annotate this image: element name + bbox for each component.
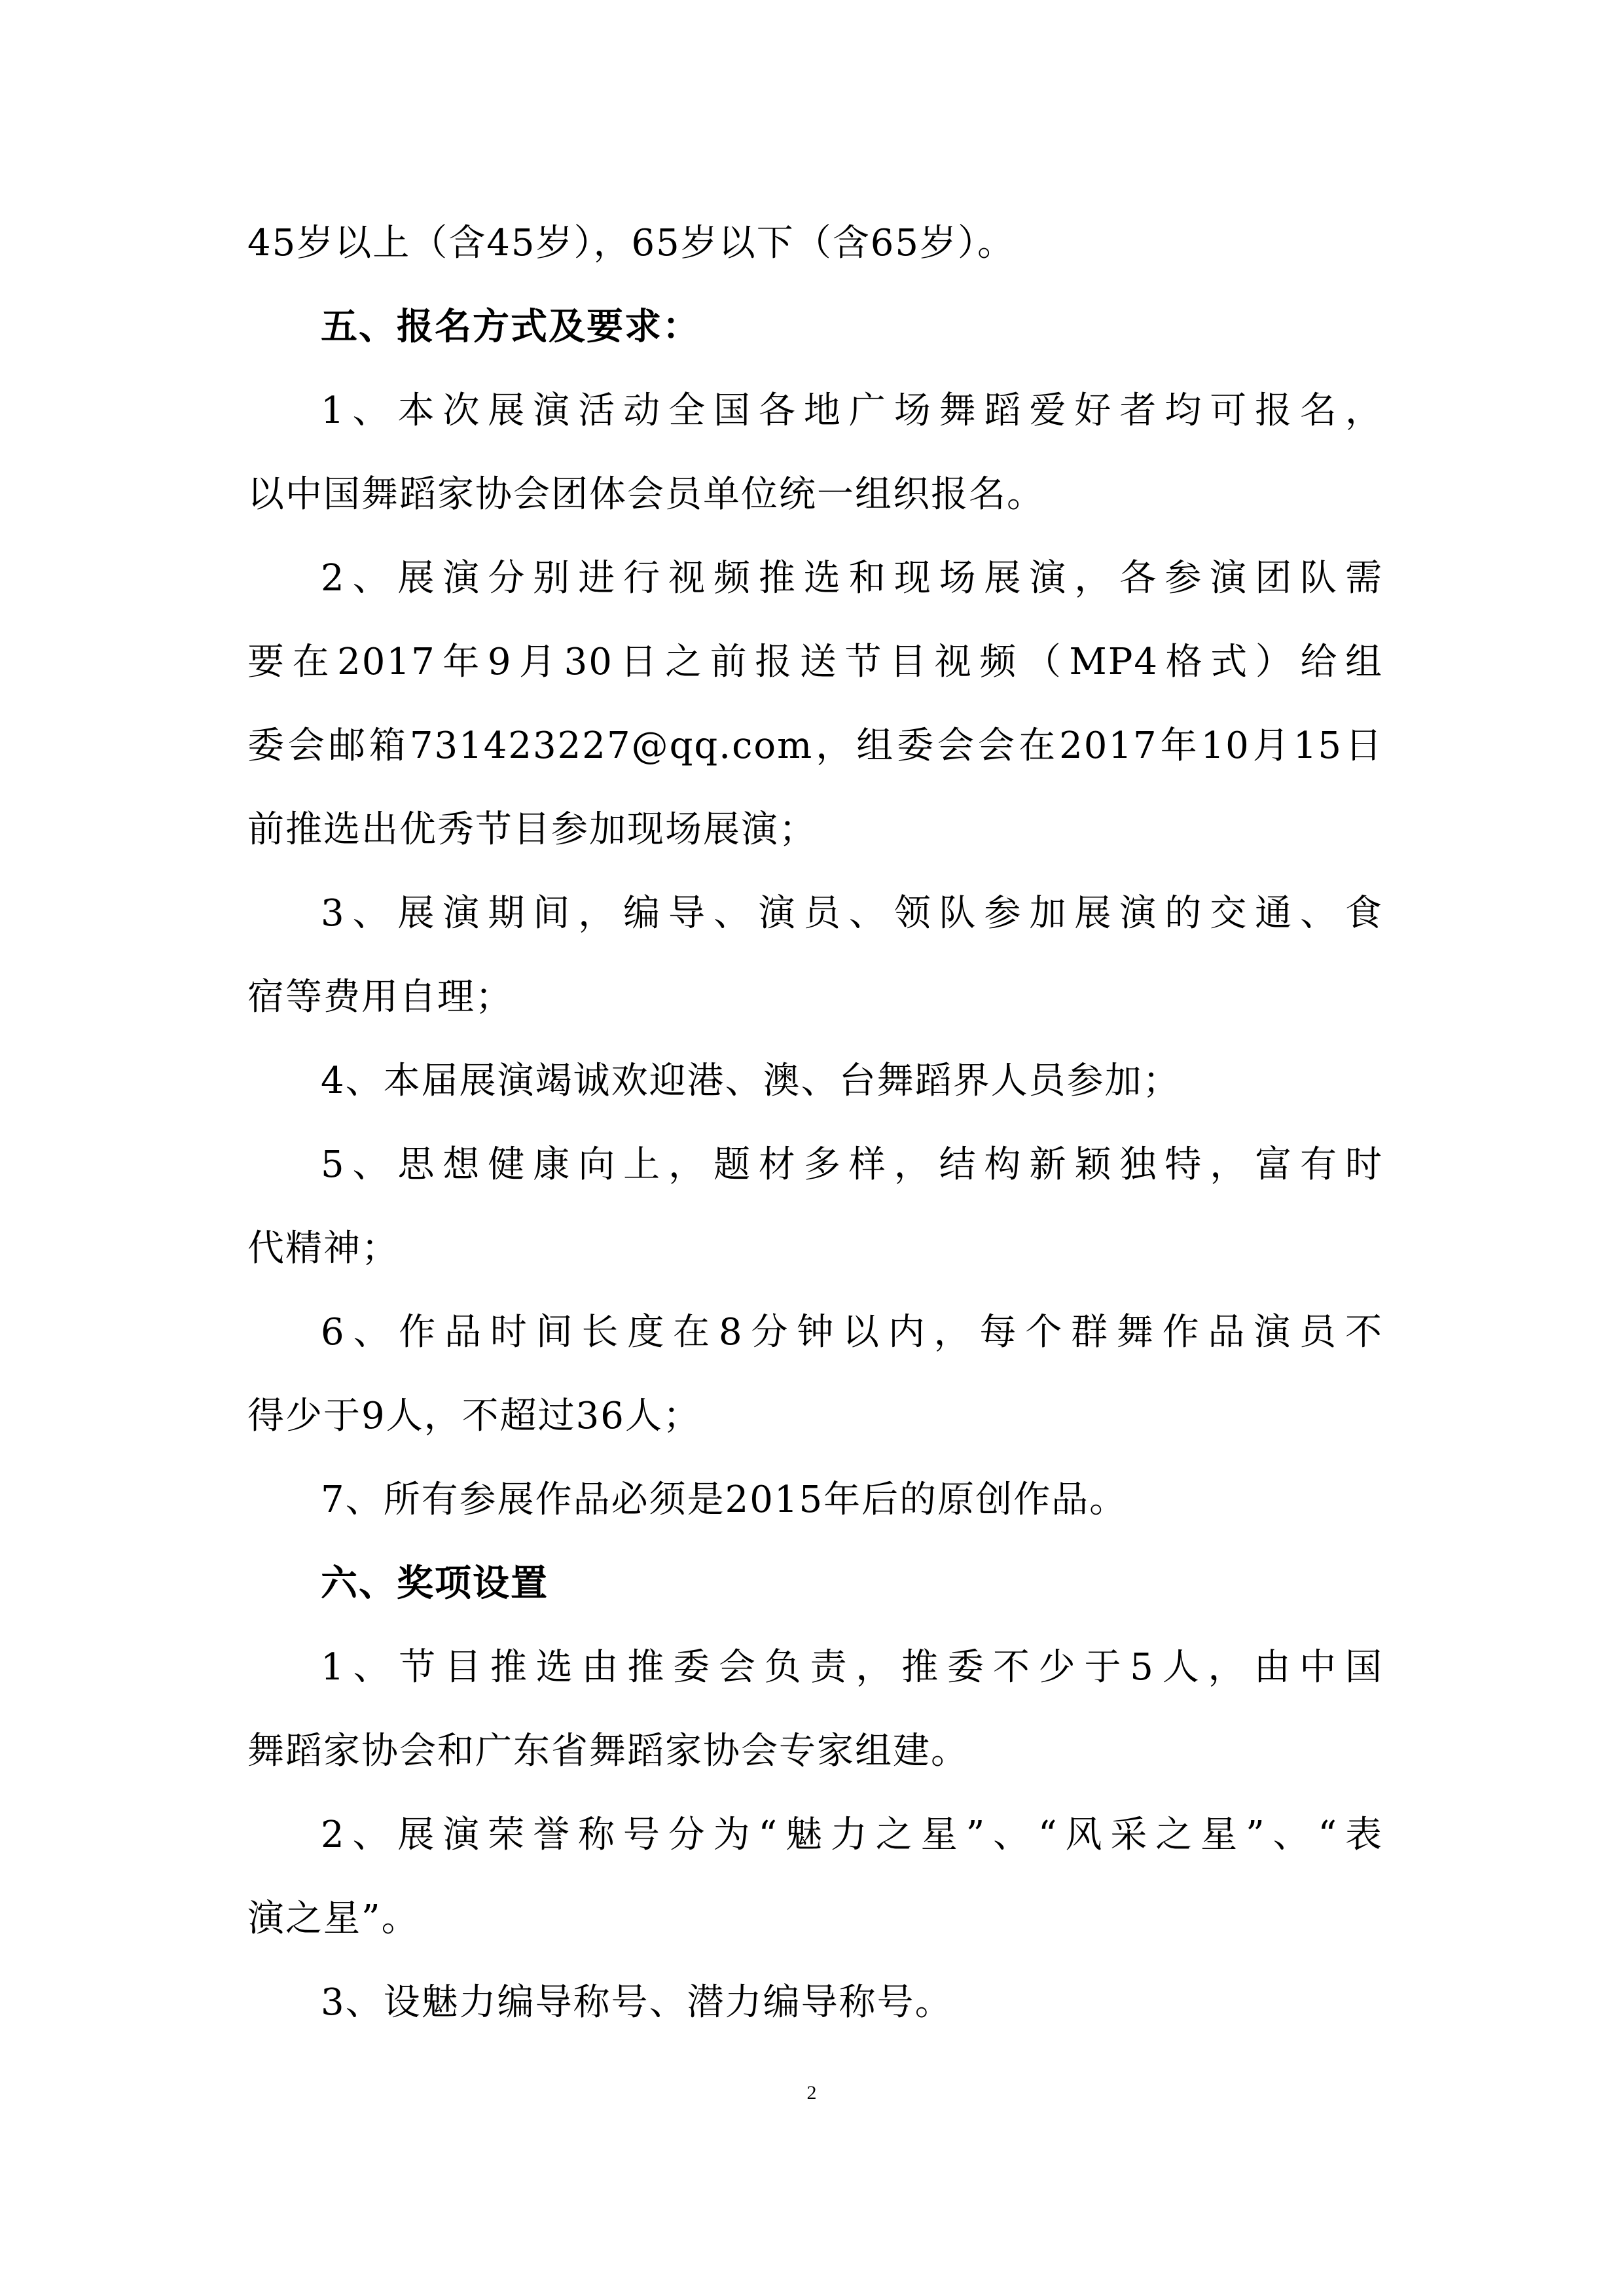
- text-line: 代精神；: [247, 1227, 399, 1270]
- text-line: 6、作品时间长度在8分钟以内，每个群舞作品演员不: [321, 1311, 1383, 1354]
- text-line: 3、展演期间，编导、演员、领队参加展演的交通、食: [321, 892, 1383, 935]
- text-line: 得少于9人，不超过36人；: [247, 1395, 701, 1437]
- text-line: 5、思想健康向上，题材多样，结构新颖独特，富有时: [321, 1143, 1383, 1186]
- text-line: 2、展演荣誉称号分为“魅力之星”、“风采之星”、“表: [321, 1814, 1383, 1856]
- text-line: 要在2017年9月30日之前报送节目视频（MP4格式）给组: [247, 641, 1383, 683]
- text-line: 1、节目推选由推委会负责，推委不少于5人，由中国: [321, 1646, 1383, 1689]
- text-line: 3、设魅力编导称号、潜力编导称号。: [321, 1981, 953, 2024]
- section-heading: 五、报名方式及要求：: [321, 306, 700, 348]
- text-line: 委会邮箱731423227@qq.com，组委会会在2017年10月15日: [247, 725, 1383, 767]
- text-line: 演之星”。: [247, 1897, 420, 1940]
- text-line: 2、展演分别进行视频推选和现场展演，各参演团队需: [321, 557, 1383, 600]
- text-line: 1、本次展演活动全国各地广场舞蹈爱好者均可报名，: [321, 389, 1383, 432]
- text-line: 7、所有参展作品必须是2015年后的原创作品。: [321, 1479, 1128, 1521]
- text-line: 45岁以上（含45岁），65岁以下（含65岁）。: [247, 222, 1016, 264]
- text-line: 宿等费用自理；: [247, 976, 513, 1018]
- text-line: 以中国舞蹈家协会团体会员单位统一组织报名。: [247, 473, 1045, 516]
- text-line: 4、本届展演竭诚欢迎港、澳、台舞蹈界人员参加；: [321, 1060, 1181, 1102]
- page-number: 2: [806, 2082, 817, 2104]
- section-heading: 六、奖项设置: [321, 1562, 549, 1605]
- text-line: 舞蹈家协会和广东省舞蹈家协会专家组建。: [247, 1730, 969, 1772]
- text-line: 前推选出优秀节目参加现场展演；: [247, 808, 817, 851]
